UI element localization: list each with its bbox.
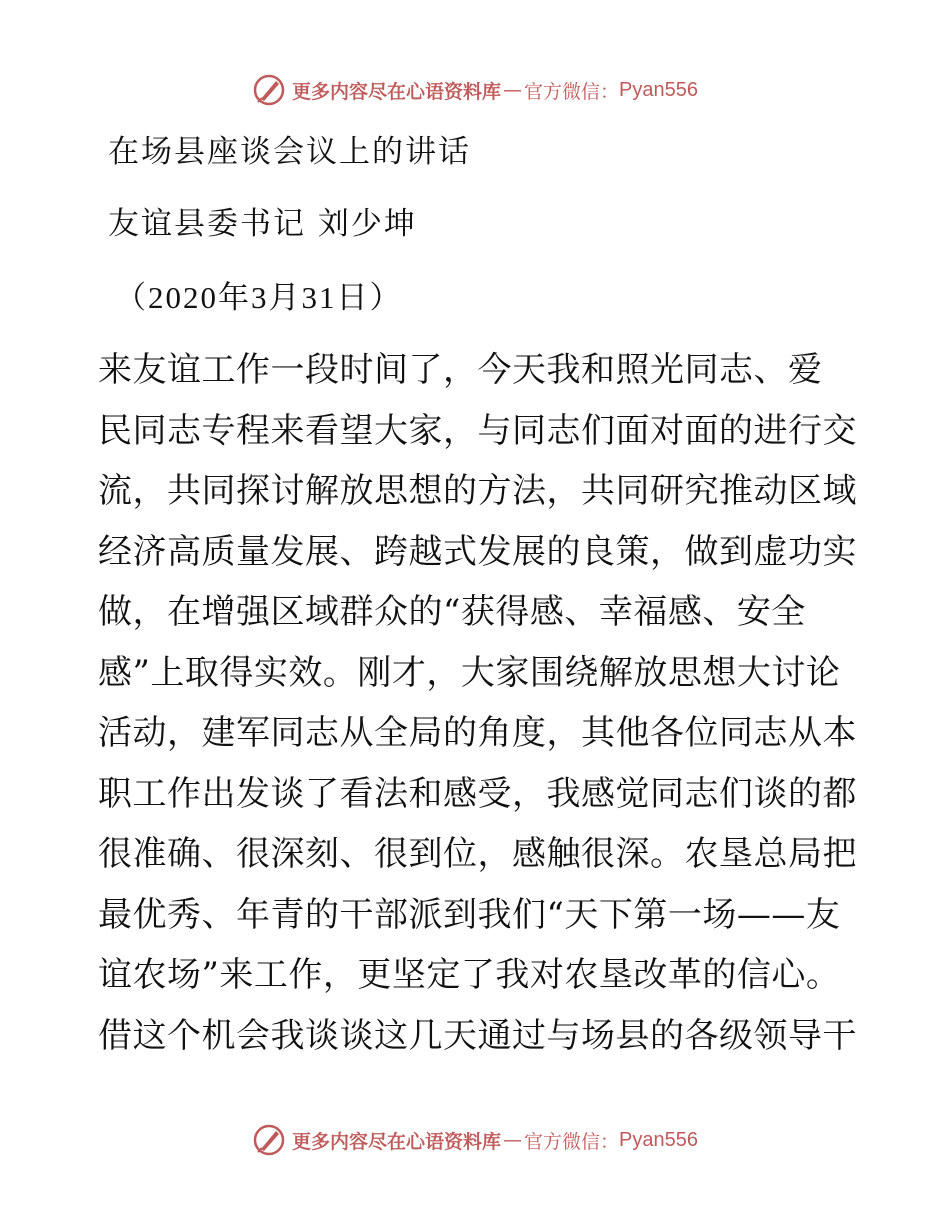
- body-line: 活动，建军同志从全局的角度，其他各位同志从本: [98, 713, 857, 753]
- banner-dash: —: [503, 79, 523, 101]
- body-line: 经济高质量发展、跨越式发展的良策，做到虚功实: [98, 531, 857, 572]
- header-banner: [0, 70, 950, 110]
- banner-wechat-id: Pyan556: [619, 1128, 698, 1151]
- banner-site-name: 更多内容尽在心语资料库: [292, 1130, 502, 1153]
- body-line: 很准确、很深刻、很到位，感触很深。农垦总局把: [98, 834, 857, 874]
- quill-pen-icon: [252, 73, 286, 107]
- banner-wechat-label: 官方微信：: [524, 1130, 620, 1153]
- document-date: （2020年3月31日）: [115, 280, 403, 315]
- footer-banner: [0, 1120, 950, 1160]
- quill-pen-icon: [252, 1123, 286, 1157]
- body-line: 流，共同探讨解放思想的方法，共同研究推动区域: [98, 471, 857, 511]
- document-title: 在场县座谈会议上的讲话: [108, 134, 471, 170]
- body-line: 民同志专程来看望大家，与同志们面对面的进行交: [98, 410, 857, 451]
- body-line: 借这个机会我谈谈这几天通过与场县的各级领导干: [98, 1015, 857, 1056]
- document-author: 友谊县委书记 刘少坤: [108, 206, 417, 242]
- banner-site-name: 更多内容尽在心语资料库: [292, 80, 502, 103]
- banner-wechat-label: 官方微信：: [524, 80, 620, 103]
- body-line: 感”上取得实效。刚才，大家围绕解放思想大讨论: [98, 652, 841, 693]
- body-line: 谊农场”来工作，更坚定了我对农垦改革的信心。: [98, 955, 841, 995]
- banner-dash: —: [503, 1129, 523, 1151]
- body-line: 最优秀、年青的干部派到我们“天下第一场——友: [98, 894, 841, 935]
- banner-wechat-id: Pyan556: [619, 78, 698, 101]
- body-line: 来友谊工作一段时间了，今天我和照光同志、爱: [98, 350, 823, 390]
- body-line: 做，在增强区域群众的“获得感、幸福感、安全: [98, 592, 806, 632]
- document-body: [98, 340, 858, 1066]
- body-line: 职工作出发谈了看法和感受，我感觉同志们谈的都: [98, 773, 857, 814]
